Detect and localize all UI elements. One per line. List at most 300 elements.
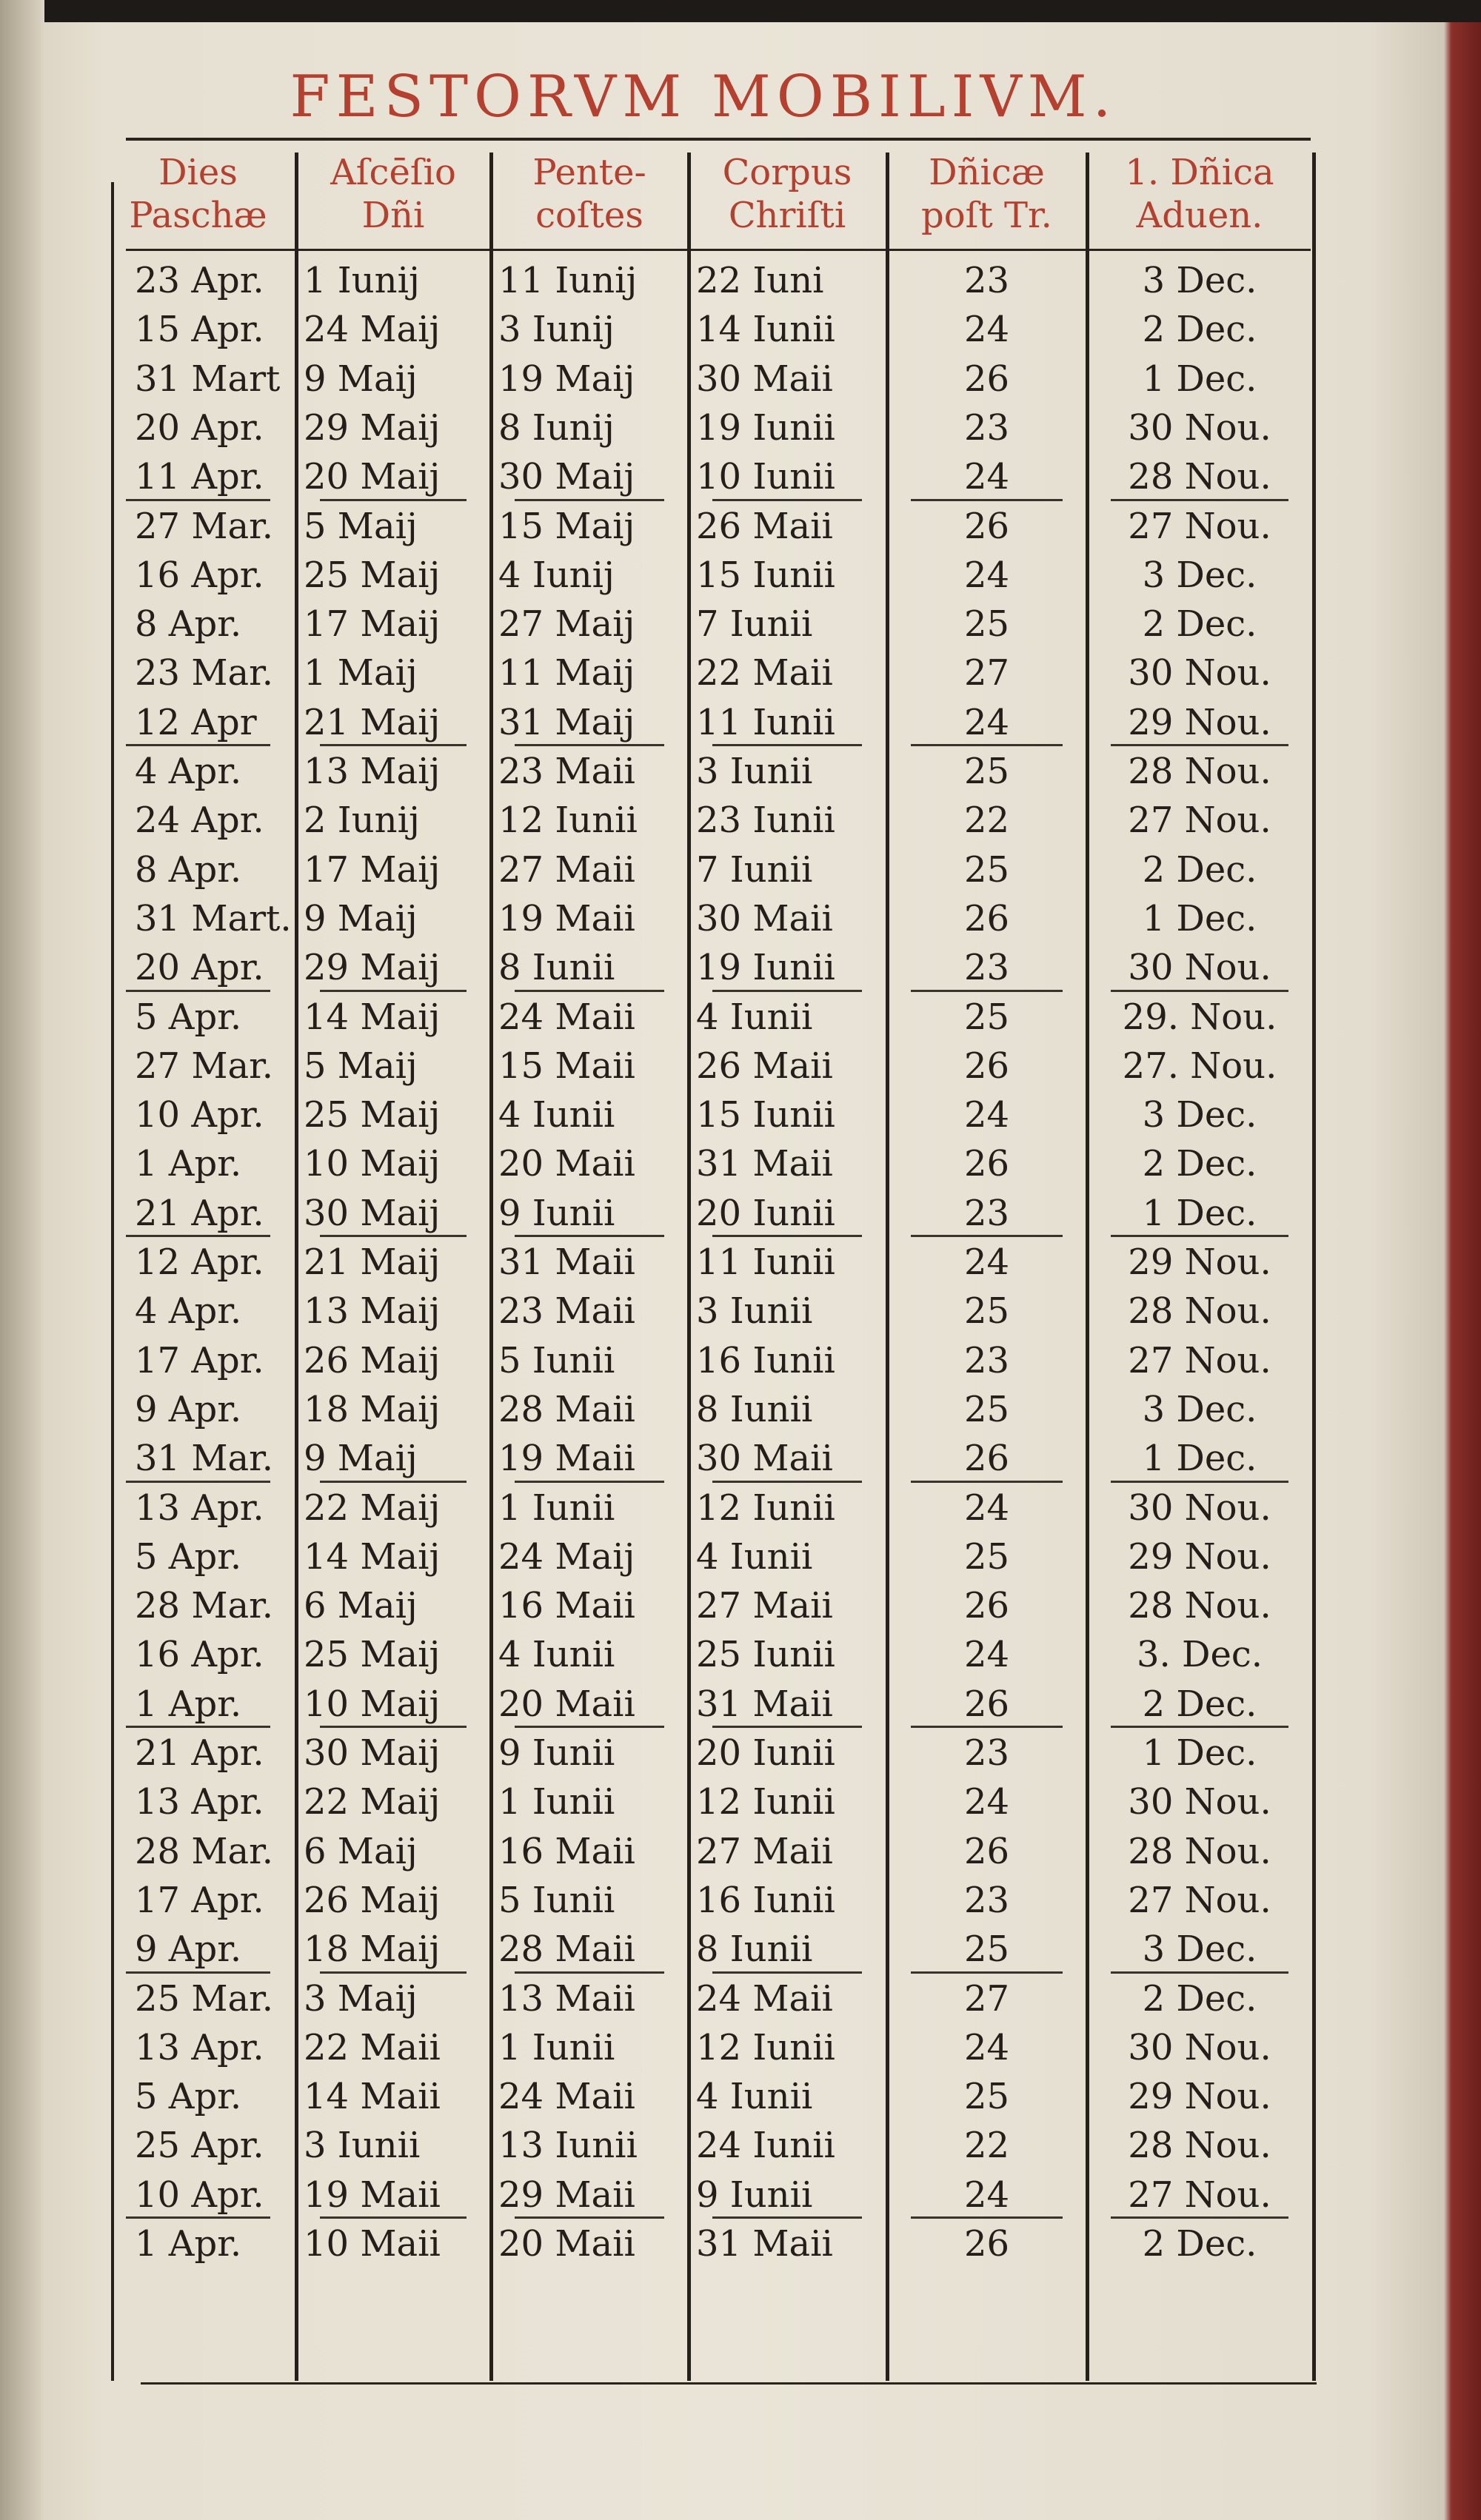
table-cell-ascensio: 18 Maij <box>304 1928 441 1971</box>
group-separator <box>320 499 467 501</box>
table-cell-ascensio: 3 Maij <box>304 1977 418 2020</box>
table-cell-ascensio: 22 Maii <box>304 2026 441 2068</box>
table-cell-pentecostes: 28 Maii <box>498 1388 635 1430</box>
table-cell-pascha: 5 Apr. <box>135 996 242 1038</box>
table-cell-dnica: 25 <box>963 603 1010 646</box>
group-separator <box>126 2216 270 2219</box>
group-separator <box>320 1971 467 1974</box>
table-cell-ascensio: 26 Maij <box>304 1879 441 1921</box>
table-cell-advent: 29 Nou. <box>1128 2076 1271 2118</box>
group-separator <box>712 744 862 746</box>
table-cell-corpus: 12 Iunii <box>696 1487 835 1529</box>
book-gutter <box>0 0 44 2520</box>
table-cell-corpus: 9 Iunii <box>696 2174 813 2216</box>
table-cell-pascha: 16 Apr. <box>135 1634 264 1676</box>
table-cell-advent: 28 Nou. <box>1128 1830 1271 1872</box>
table-cell-corpus: 12 Iunii <box>696 1781 835 1823</box>
table-cell-corpus: 3 Iunii <box>696 1290 813 1333</box>
table-cell-pentecostes: 1 Iunii <box>498 2026 615 2068</box>
table-cell-dnica: 22 <box>963 2125 1010 2167</box>
table-cell-advent: 29 Nou. <box>1128 701 1271 743</box>
table-cell-ascensio: 21 Maij <box>304 1241 441 1283</box>
group-separator <box>911 1726 1063 1728</box>
table-cell-pascha: 11 Apr. <box>135 456 264 498</box>
table-cell-corpus: 4 Iunii <box>696 996 813 1038</box>
table-cell-corpus: 31 Maii <box>696 1683 833 1725</box>
table-cell-ascensio: 30 Maij <box>304 1732 441 1774</box>
table-cell-pascha: 31 Mart <box>135 358 281 400</box>
table-cell-dnica: 23 <box>963 1879 1010 1921</box>
page-top-edge <box>0 0 1481 22</box>
table-cell-dnica: 24 <box>963 456 1010 498</box>
table-cell-pentecostes: 1 Iunii <box>498 1487 615 1529</box>
table-cell-advent: 27 Nou. <box>1128 1339 1271 1381</box>
table-cell-pentecostes: 24 Maii <box>498 2076 635 2118</box>
table-cell-advent: 27 Nou. <box>1128 800 1271 842</box>
table-cell-corpus: 27 Maii <box>696 1830 833 1872</box>
table-cell-pascha: 20 Apr. <box>135 947 264 989</box>
table-cell-dnica: 25 <box>963 1535 1010 1578</box>
table-cell-dnica: 23 <box>963 406 1010 449</box>
table-cell-dnica: 24 <box>963 701 1010 743</box>
table-cell-pentecostes: 28 Maii <box>498 1928 635 1971</box>
group-separator <box>1111 2216 1288 2219</box>
table-cell-dnica: 26 <box>963 1585 1010 1627</box>
table-cell-pentecostes: 24 Maii <box>498 996 635 1038</box>
table-cell-pentecostes: 20 Maii <box>498 2223 635 2265</box>
table-cell-advent: 3 Dec. <box>1142 1388 1257 1430</box>
group-separator <box>320 1235 467 1237</box>
table-cell-advent: 1 Dec. <box>1142 358 1257 400</box>
table-cell-corpus: 12 Iunii <box>696 2026 835 2068</box>
table-cell-pascha: 17 Apr. <box>135 1879 264 1921</box>
table-cell-corpus: 11 Iunii <box>696 701 835 743</box>
group-separator <box>126 1481 270 1483</box>
table-cell-advent: 29 Nou. <box>1128 1241 1271 1283</box>
table-cell-advent: 2 Dec. <box>1142 848 1257 891</box>
table-cell-pentecostes: 8 Iunij <box>498 406 615 449</box>
table-cell-ascensio: 13 Maij <box>304 1290 441 1333</box>
table-cell-corpus: 30 Maii <box>696 897 833 939</box>
table-cell-ascensio: 10 Maij <box>304 1683 441 1725</box>
group-separator <box>126 1971 270 1974</box>
table-cell-pascha: 4 Apr. <box>135 751 242 792</box>
table-cell-pascha: 23 Mar. <box>135 652 274 694</box>
table-cell-ascensio: 10 Maii <box>304 2223 441 2265</box>
table-cell-corpus: 7 Iunii <box>696 603 813 646</box>
column-header-pentecostes: Pente- coſtes <box>532 152 646 236</box>
table-cell-pascha: 10 Apr. <box>135 1094 264 1136</box>
group-separator <box>911 1971 1063 1974</box>
table-cell-pascha: 8 Apr. <box>135 848 242 891</box>
table-cell-advent: 1 Dec. <box>1142 1192 1257 1234</box>
table-cell-pentecostes: 1 Iunii <box>498 1781 615 1823</box>
table-cell-dnica: 26 <box>963 2223 1010 2265</box>
table-cell-corpus: 14 Iunii <box>696 309 835 351</box>
table-cell-ascensio: 24 Maij <box>304 309 441 351</box>
group-separator <box>126 1235 270 1237</box>
table-cell-pascha: 21 Apr. <box>135 1732 264 1774</box>
table-cell-advent: 2 Dec. <box>1142 309 1257 351</box>
table-cell-dnica: 24 <box>963 554 1010 596</box>
header-bottom-rule <box>126 249 1311 251</box>
table-cell-advent: 28 Nou. <box>1128 1290 1271 1333</box>
group-separator <box>911 499 1063 501</box>
table-cell-advent: 30 Nou. <box>1128 2026 1271 2068</box>
table-cell-advent: 3 Dec. <box>1142 1094 1257 1136</box>
table-cell-corpus: 15 Iunii <box>696 554 835 596</box>
table-cell-corpus: 27 Maii <box>696 1585 833 1627</box>
column-rule <box>489 153 493 2381</box>
table-cell-advent: 2 Dec. <box>1142 1143 1257 1185</box>
table-cell-pascha: 13 Apr. <box>135 1781 264 1823</box>
table-cell-ascensio: 3 Iunii <box>304 2125 421 2167</box>
group-separator <box>1111 1481 1288 1483</box>
table-cell-dnica: 23 <box>963 1339 1010 1381</box>
column-header-ascensio: Aſcēſio Dñi <box>330 152 456 236</box>
table-cell-pascha: 10 Apr. <box>135 2174 264 2216</box>
table-cell-dnica: 24 <box>963 1094 1010 1136</box>
table-cell-dnica: 26 <box>963 1683 1010 1725</box>
header-top-rule <box>126 138 1311 141</box>
table-cell-pascha: 27 Mar. <box>135 505 274 547</box>
table-cell-dnica: 27 <box>963 652 1010 694</box>
table-cell-pentecostes: 5 Iunii <box>498 1879 615 1921</box>
group-separator <box>515 499 664 501</box>
table-cell-corpus: 22 Iuni <box>696 260 824 301</box>
group-separator <box>1111 1971 1288 1974</box>
table-cell-advent: 27 Nou. <box>1128 505 1271 547</box>
table-cell-dnica: 26 <box>963 505 1010 547</box>
table-cell-pentecostes: 31 Maij <box>498 701 635 743</box>
table-cell-ascensio: 25 Maij <box>304 1094 441 1136</box>
table-cell-ascensio: 1 Maij <box>304 652 418 694</box>
table-cell-ascensio: 10 Maij <box>304 1143 441 1185</box>
group-separator <box>911 990 1063 992</box>
table-cell-ascensio: 9 Maij <box>304 1438 418 1480</box>
group-separator <box>515 1235 664 1237</box>
column-rule <box>1312 153 1316 2381</box>
table-cell-advent: 30 Nou. <box>1128 947 1271 989</box>
group-separator <box>712 1235 862 1237</box>
table-cell-pentecostes: 31 Maii <box>498 1241 635 1283</box>
column-header-dnica: Dñicæ poſt Tr. <box>921 152 1052 236</box>
table-cell-pascha: 12 Apr. <box>135 1241 264 1283</box>
table-cell-pentecostes: 19 Maii <box>498 897 635 939</box>
table-cell-ascensio: 17 Maij <box>304 848 441 891</box>
table-cell-corpus: 10 Iunii <box>696 456 835 498</box>
group-separator <box>320 990 467 992</box>
table-cell-advent: 3 Dec. <box>1142 260 1257 301</box>
table-cell-advent: 28 Nou. <box>1128 2125 1271 2167</box>
table-cell-corpus: 15 Iunii <box>696 1094 835 1136</box>
table-cell-ascensio: 19 Maii <box>304 2174 441 2216</box>
table-cell-pascha: 31 Mar. <box>135 1438 274 1480</box>
table-cell-corpus: 7 Iunii <box>696 848 813 891</box>
table-cell-dnica: 26 <box>963 358 1010 400</box>
table-cell-dnica: 23 <box>963 1732 1010 1774</box>
table-cell-dnica: 27 <box>963 1977 1010 2020</box>
table-cell-advent: 2 Dec. <box>1142 1977 1257 2020</box>
table-cell-corpus: 19 Iunii <box>696 406 835 449</box>
table-cell-pentecostes: 15 Maij <box>498 505 635 547</box>
table-cell-dnica: 23 <box>963 947 1010 989</box>
table-cell-dnica: 24 <box>963 2174 1010 2216</box>
table-cell-pascha: 28 Mar. <box>135 1830 274 1872</box>
group-separator <box>911 2216 1063 2219</box>
table-cell-pascha: 1 Apr. <box>135 2223 242 2265</box>
table-cell-dnica: 24 <box>963 2026 1010 2068</box>
table-cell-pentecostes: 19 Maij <box>498 358 635 400</box>
group-separator <box>126 990 270 992</box>
table-cell-advent: 29 Nou. <box>1128 1535 1271 1578</box>
table-cell-dnica: 26 <box>963 1830 1010 1872</box>
group-separator <box>712 499 862 501</box>
table-cell-advent: 28 Nou. <box>1128 751 1271 792</box>
table-cell-ascensio: 1 Iunij <box>304 260 420 301</box>
table-cell-corpus: 19 Iunii <box>696 947 835 989</box>
table-cell-dnica: 24 <box>963 1487 1010 1529</box>
table-cell-pentecostes: 15 Maii <box>498 1045 635 1087</box>
table-cell-pascha: 1 Apr. <box>135 1143 242 1185</box>
table-cell-advent: 3. Dec. <box>1136 1634 1263 1676</box>
table-cell-pentecostes: 11 Maij <box>498 652 635 694</box>
table-cell-ascensio: 14 Maij <box>304 1535 441 1578</box>
page-title: FESTORVM MOBILIVM. <box>290 64 1117 130</box>
group-separator <box>911 1235 1063 1237</box>
table-cell-ascensio: 25 Maij <box>304 554 441 596</box>
group-separator <box>712 2216 862 2219</box>
table-cell-ascensio: 13 Maij <box>304 751 441 792</box>
table-cell-pascha: 13 Apr. <box>135 2026 264 2068</box>
table-cell-corpus: 4 Iunii <box>696 1535 813 1578</box>
table-cell-advent: 28 Nou. <box>1128 456 1271 498</box>
table-cell-pascha: 17 Apr. <box>135 1339 264 1381</box>
table-cell-advent: 30 Nou. <box>1128 1487 1271 1529</box>
table-cell-corpus: 20 Iunii <box>696 1192 835 1234</box>
table-cell-pentecostes: 3 Iunij <box>498 309 615 351</box>
table-cell-corpus: 26 Maii <box>696 1045 833 1087</box>
table-cell-pentecostes: 24 Maij <box>498 1535 635 1578</box>
column-rule <box>687 153 691 2381</box>
table-cell-dnica: 22 <box>963 800 1010 842</box>
table-cell-advent: 3 Dec. <box>1142 554 1257 596</box>
table-cell-corpus: 24 Maii <box>696 1977 833 2020</box>
table-cell-dnica: 25 <box>963 1388 1010 1430</box>
table-cell-pascha: 21 Apr. <box>135 1192 264 1234</box>
group-separator <box>1111 744 1288 746</box>
group-separator <box>712 1481 862 1483</box>
table-cell-ascensio: 22 Maij <box>304 1487 441 1529</box>
group-separator <box>126 1726 270 1728</box>
column-header-pascha: Dies Paschæ <box>129 152 267 236</box>
table-cell-pentecostes: 20 Maii <box>498 1683 635 1725</box>
table-cell-pascha: 5 Apr. <box>135 1535 242 1578</box>
table-cell-ascensio: 29 Maij <box>304 406 441 449</box>
table-cell-dnica: 25 <box>963 996 1010 1038</box>
table-cell-advent: 27 Nou. <box>1128 1879 1271 1921</box>
table-cell-pentecostes: 9 Iunii <box>498 1732 615 1774</box>
table-cell-pascha: 1 Apr. <box>135 1683 242 1725</box>
table-cell-pentecostes: 29 Maii <box>498 2174 635 2216</box>
group-separator <box>1111 1726 1288 1728</box>
table-cell-dnica: 24 <box>963 1241 1010 1283</box>
table-cell-dnica: 25 <box>963 848 1010 891</box>
table-cell-ascensio: 30 Maij <box>304 1192 441 1234</box>
table-cell-pascha: 27 Mar. <box>135 1045 274 1087</box>
table-cell-pentecostes: 8 Iunii <box>498 947 615 989</box>
table-cell-dnica: 26 <box>963 897 1010 939</box>
table-cell-corpus: 31 Maii <box>696 2223 833 2265</box>
table-cell-ascensio: 26 Maij <box>304 1339 441 1381</box>
table-cell-corpus: 16 Iunii <box>696 1879 835 1921</box>
table-cell-dnica: 26 <box>963 1045 1010 1087</box>
group-separator <box>1111 1235 1288 1237</box>
column-rule <box>295 153 298 2381</box>
column-header-corpus: Corpus Chriſti <box>722 152 852 236</box>
group-separator <box>712 990 862 992</box>
table-cell-advent: 2 Dec. <box>1142 1683 1257 1725</box>
table-cell-pentecostes: 20 Maii <box>498 1143 635 1185</box>
group-separator <box>320 744 467 746</box>
table-cell-pascha: 31 Mart. <box>135 897 292 939</box>
table-cell-ascensio: 14 Maii <box>304 2076 441 2118</box>
table-cell-pascha: 9 Apr. <box>135 1388 242 1430</box>
group-separator <box>320 1481 467 1483</box>
group-separator <box>515 1726 664 1728</box>
table-cell-corpus: 30 Maii <box>696 1438 833 1480</box>
group-separator <box>126 499 270 501</box>
table-cell-dnica: 26 <box>963 1143 1010 1185</box>
table-cell-pascha: 24 Apr. <box>135 800 264 842</box>
table-cell-pascha: 12 Apr <box>135 701 257 743</box>
table-cell-pentecostes: 4 Iunii <box>498 1094 615 1136</box>
table-cell-advent: 30 Nou. <box>1128 406 1271 449</box>
column-header-advent: 1. Dñica Aduen. <box>1125 152 1274 236</box>
table-cell-pascha: 28 Mar. <box>135 1585 274 1627</box>
table-cell-ascensio: 9 Maij <box>304 358 418 400</box>
movable-feasts-table <box>104 138 1320 2381</box>
table-cell-dnica: 23 <box>963 1192 1010 1234</box>
group-separator <box>911 744 1063 746</box>
group-separator <box>320 1726 467 1728</box>
table-cell-ascensio: 14 Maij <box>304 996 441 1038</box>
table-cell-corpus: 3 Iunii <box>696 751 813 792</box>
table-cell-corpus: 16 Iunii <box>696 1339 835 1381</box>
table-cell-pentecostes: 16 Maii <box>498 1585 635 1627</box>
table-cell-pentecostes: 23 Maii <box>498 1290 635 1333</box>
group-separator <box>126 744 270 746</box>
table-cell-advent: 1 Dec. <box>1142 897 1257 939</box>
group-separator <box>712 1726 862 1728</box>
table-cell-ascensio: 22 Maij <box>304 1781 441 1823</box>
table-cell-pascha: 25 Mar. <box>135 1977 274 2020</box>
group-separator <box>1111 990 1288 992</box>
table-cell-ascensio: 6 Maij <box>304 1585 418 1627</box>
table-cell-pentecostes: 13 Iunii <box>498 2125 638 2167</box>
group-separator <box>515 1481 664 1483</box>
table-cell-pentecostes: 4 Iunii <box>498 1634 615 1676</box>
table-cell-corpus: 8 Iunii <box>696 1928 813 1971</box>
table-cell-dnica: 24 <box>963 309 1010 351</box>
table-cell-pascha: 5 Apr. <box>135 2076 242 2118</box>
table-cell-ascensio: 20 Maij <box>304 456 441 498</box>
table-left-rule <box>111 182 114 2381</box>
table-cell-corpus: 31 Maii <box>696 1143 833 1185</box>
table-cell-advent: 30 Nou. <box>1128 652 1271 694</box>
table-cell-pentecostes: 27 Maij <box>498 603 635 646</box>
table-cell-corpus: 11 Iunii <box>696 1241 835 1283</box>
table-cell-dnica: 23 <box>963 260 1010 301</box>
table-cell-advent: 28 Nou. <box>1128 1585 1271 1627</box>
table-cell-dnica: 25 <box>963 751 1010 792</box>
table-cell-ascensio: 18 Maij <box>304 1388 441 1430</box>
table-cell-pentecostes: 5 Iunii <box>498 1339 615 1381</box>
table-cell-pentecostes: 13 Maii <box>498 1977 635 2020</box>
table-cell-pascha: 23 Apr. <box>135 260 264 301</box>
table-cell-advent: 2 Dec. <box>1142 2223 1257 2265</box>
group-separator <box>515 2216 664 2219</box>
table-cell-pascha: 8 Apr. <box>135 603 242 646</box>
table-cell-pascha: 9 Apr. <box>135 1928 242 1971</box>
table-cell-ascensio: 17 Maij <box>304 603 441 646</box>
table-cell-advent: 1 Dec. <box>1142 1438 1257 1480</box>
table-cell-pentecostes: 11 Iunij <box>498 260 638 301</box>
table-cell-corpus: 20 Iunii <box>696 1732 835 1774</box>
table-cell-corpus: 24 Iunii <box>696 2125 835 2167</box>
table-cell-pentecostes: 23 Maii <box>498 751 635 792</box>
table-cell-advent: 27. Nou. <box>1122 1045 1277 1087</box>
table-cell-corpus: 25 Iunii <box>696 1634 835 1676</box>
table-cell-pentecostes: 16 Maii <box>498 1830 635 1872</box>
table-cell-dnica: 26 <box>963 1438 1010 1480</box>
table-cell-advent: 27 Nou. <box>1128 2174 1271 2216</box>
table-cell-ascensio: 9 Maij <box>304 897 418 939</box>
table-cell-pentecostes: 27 Maii <box>498 848 635 891</box>
table-cell-corpus: 23 Iunii <box>696 800 835 842</box>
table-cell-pascha: 16 Apr. <box>135 554 264 596</box>
group-separator <box>1111 499 1288 501</box>
table-cell-dnica: 24 <box>963 1781 1010 1823</box>
table-cell-pascha: 13 Apr. <box>135 1487 264 1529</box>
table-cell-ascensio: 5 Maij <box>304 505 418 547</box>
table-cell-advent: 29. Nou. <box>1122 996 1277 1038</box>
table-cell-pascha: 25 Apr. <box>135 2125 264 2167</box>
table-cell-corpus: 26 Maii <box>696 505 833 547</box>
group-separator <box>911 1481 1063 1483</box>
table-cell-advent: 1 Dec. <box>1142 1732 1257 1774</box>
table-cell-dnica: 25 <box>963 1290 1010 1333</box>
table-cell-pascha: 4 Apr. <box>135 1290 242 1333</box>
table-cell-pentecostes: 19 Maii <box>498 1438 635 1480</box>
table-cell-advent: 30 Nou. <box>1128 1781 1271 1823</box>
table-cell-pascha: 15 Apr. <box>135 309 264 351</box>
group-separator <box>712 1971 862 1974</box>
table-cell-corpus: 4 Iunii <box>696 2076 813 2118</box>
table-cell-advent: 3 Dec. <box>1142 1928 1257 1971</box>
group-separator <box>320 2216 467 2219</box>
table-cell-ascensio: 6 Maij <box>304 1830 418 1872</box>
table-cell-ascensio: 29 Maij <box>304 947 441 989</box>
table-cell-pentecostes: 9 Iunii <box>498 1192 615 1234</box>
table-cell-pentecostes: 12 Iunii <box>498 800 638 842</box>
table-cell-corpus: 22 Maii <box>696 652 833 694</box>
table-cell-ascensio: 21 Maij <box>304 701 441 743</box>
table-cell-pentecostes: 30 Maij <box>498 456 635 498</box>
group-separator <box>515 744 664 746</box>
table-cell-dnica: 25 <box>963 2076 1010 2118</box>
table-cell-ascensio: 25 Maij <box>304 1634 441 1676</box>
